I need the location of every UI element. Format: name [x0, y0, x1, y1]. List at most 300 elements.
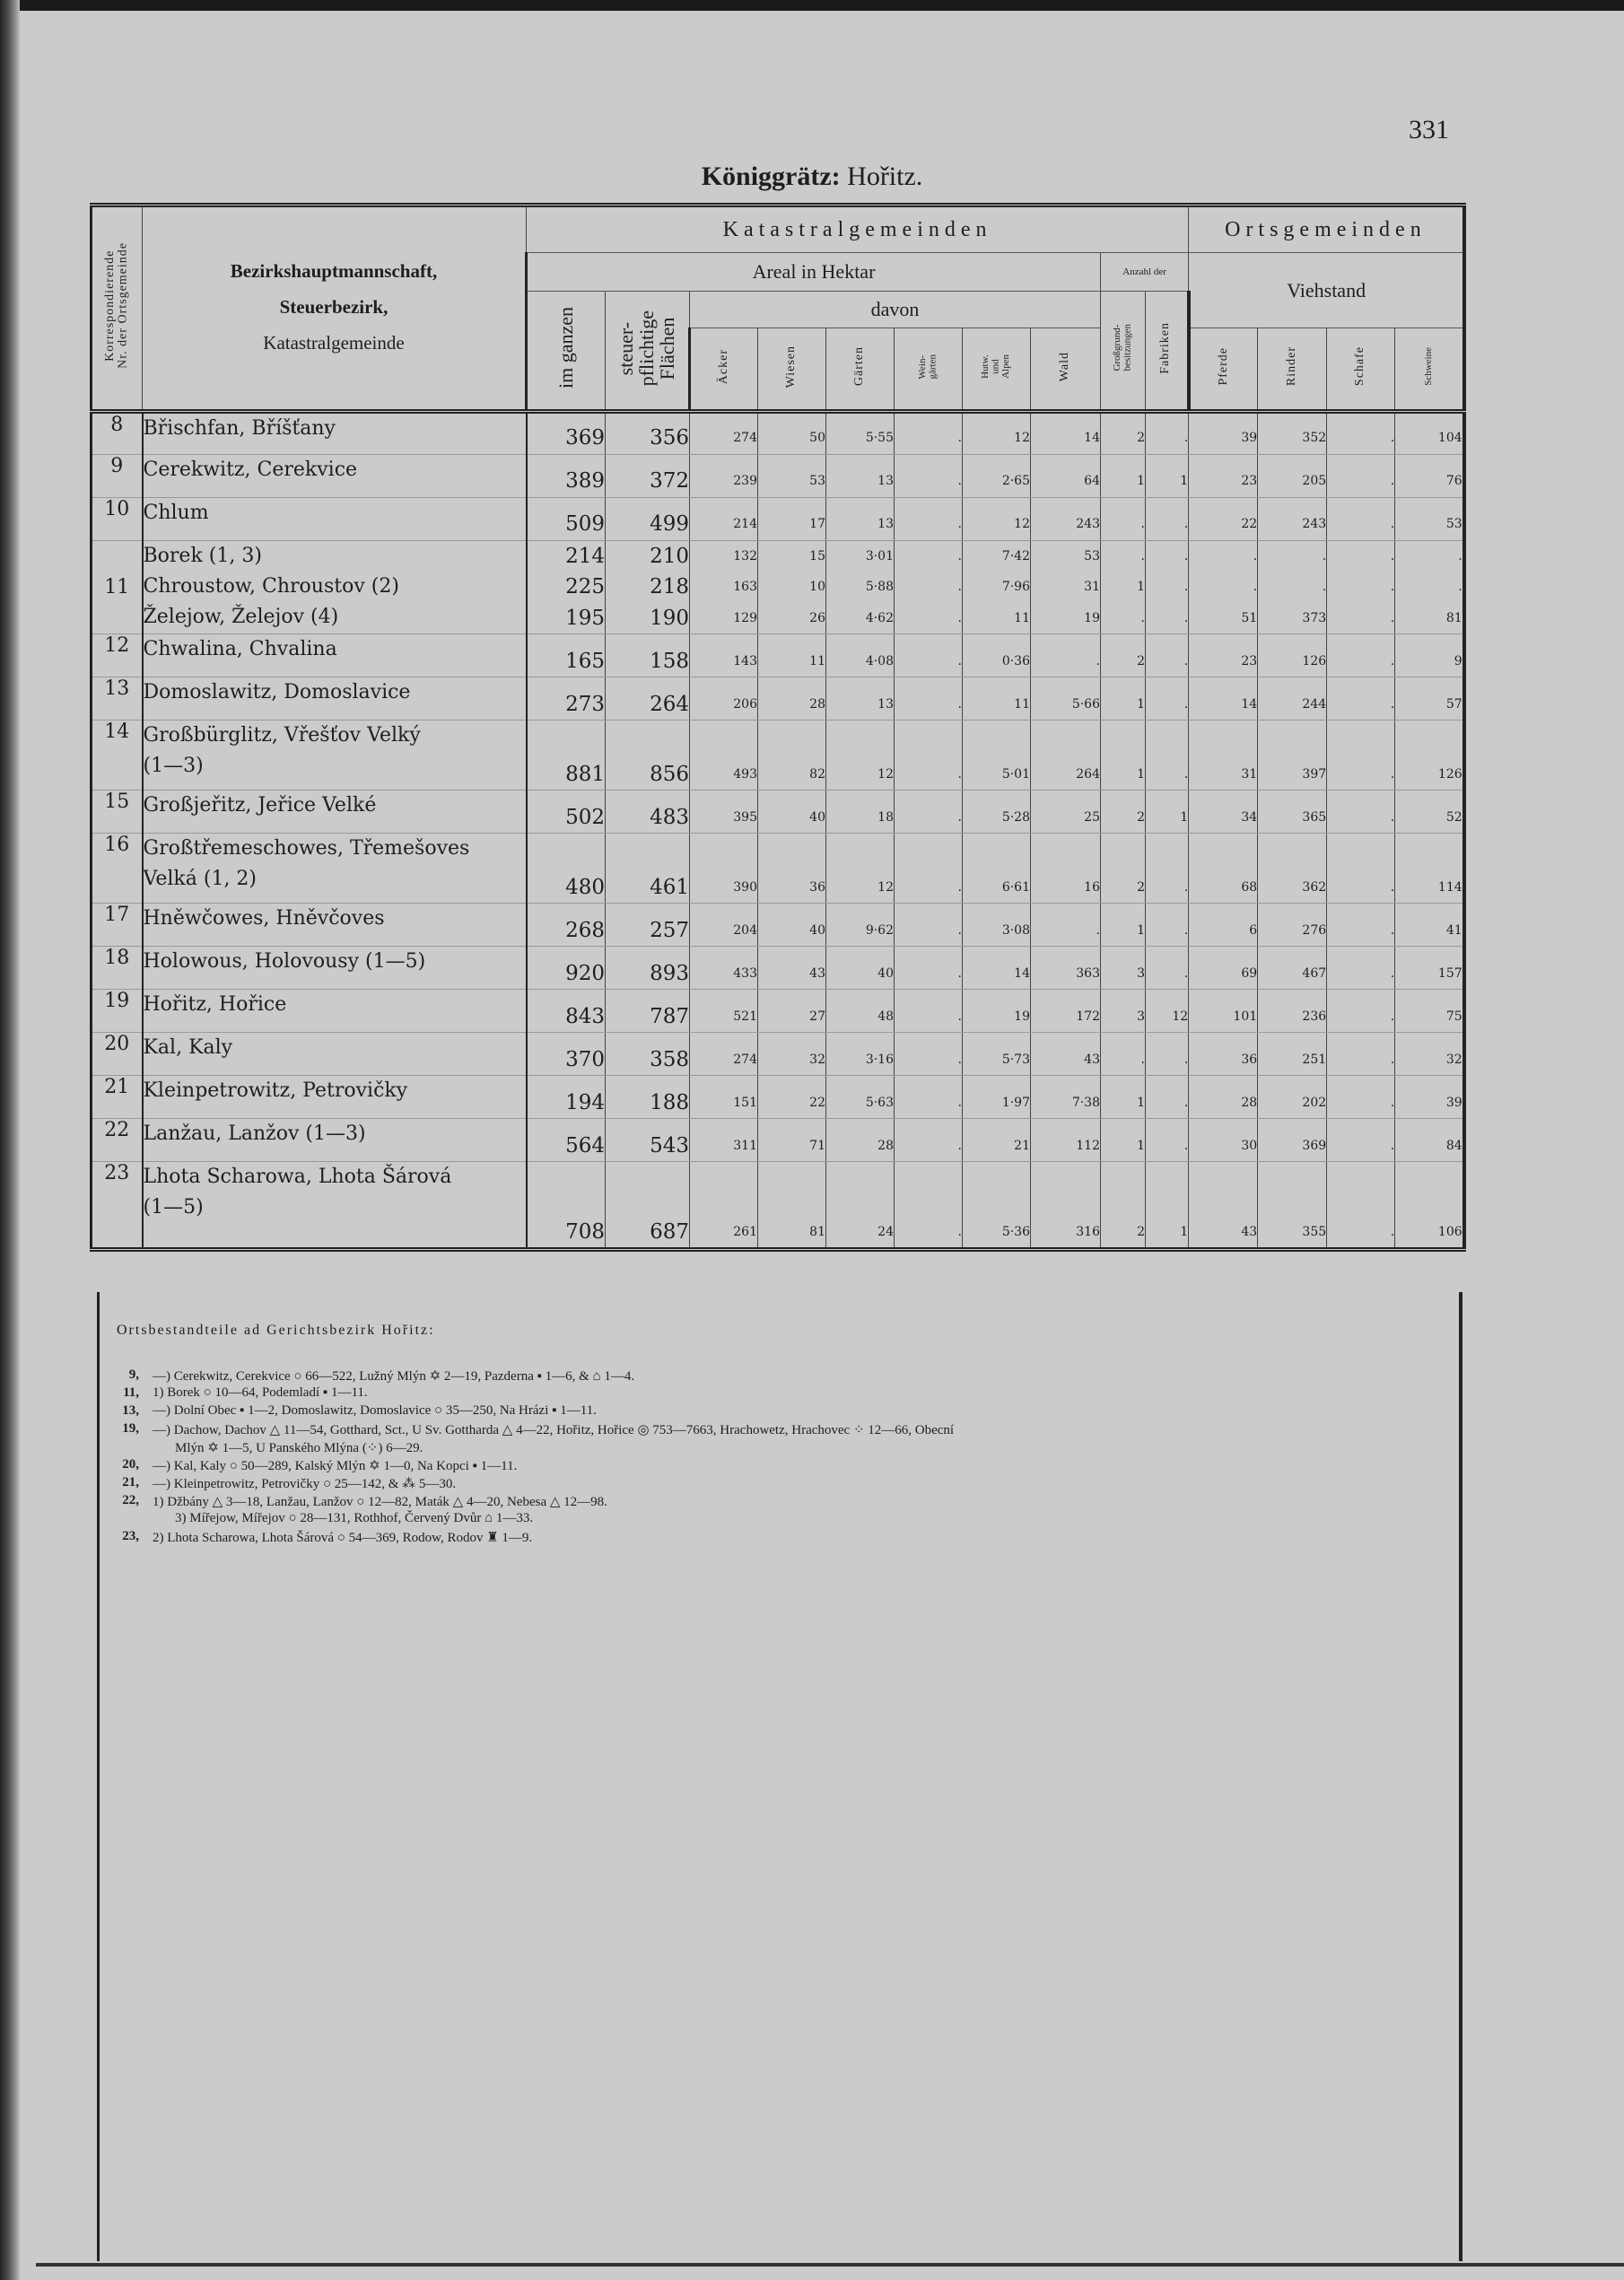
row-name: Lhota Scharowa, Lhota Šárová (1—5) — [143, 1162, 527, 1250]
cell-im-ganzen: 564 — [527, 1119, 606, 1162]
cell-fabriken: . — [1146, 1033, 1189, 1076]
cell-hutweiden: 2·65 — [963, 454, 1031, 497]
header-name — [143, 205, 527, 409]
scan-edge-left — [0, 0, 20, 2280]
cell-hutweiden: 19 — [963, 990, 1031, 1033]
cell-gaerten: 12 — [826, 834, 895, 904]
header-gaerten-label: Gärten — [852, 346, 867, 387]
footnote-key: 22, — [122, 1493, 139, 1507]
cell-grossgrund: 3 — [1101, 990, 1146, 1033]
cell-weingaerten: . — [895, 411, 963, 454]
cell-steuerpflichtig: 856 — [606, 721, 690, 791]
cell-schweine: . . 81 — [1395, 540, 1464, 634]
cell-rinder: 362 — [1258, 834, 1327, 904]
row-name: Cerekwitz, Cerekvice — [143, 454, 527, 497]
cell-schafe: . — [1327, 990, 1395, 1033]
table-row — [92, 990, 1464, 1033]
row-number: 14 — [92, 721, 143, 791]
cell-rinder: 369 — [1258, 1119, 1327, 1162]
header-pferde-label: Pferde — [1216, 346, 1230, 386]
cell-pferde: 68 — [1189, 834, 1258, 904]
frame-line-right — [1459, 1292, 1462, 2261]
cell-pferde: 30 — [1189, 1119, 1258, 1162]
cell-schafe: . . . — [1327, 540, 1395, 634]
cell-steuerpflichtig: 188 — [606, 1076, 690, 1119]
page-title — [0, 162, 1624, 192]
cell-grossgrund: 2 — [1101, 791, 1146, 834]
cell-pferde: 101 — [1189, 990, 1258, 1033]
header-schweine-label: Schweine — [1422, 346, 1434, 386]
footnote-text: —) Kal, Kaly ○ 50—289, Kalský Mlýn ✡ 1—0, Na Kopci ▪ 1—11. — [153, 1459, 518, 1473]
cell-grossgrund: 3 — [1101, 947, 1146, 990]
row-number: 9 — [92, 454, 143, 497]
cell-rinder: 352 — [1258, 411, 1327, 454]
cell-steuerpflichtig: 893 — [606, 947, 690, 990]
cell-aecker: 132 163 129 — [690, 540, 758, 634]
cell-schafe: . — [1327, 1119, 1395, 1162]
header-wald — [1031, 328, 1101, 409]
cell-rinder: 244 — [1258, 677, 1327, 721]
cell-fabriken: 1 — [1146, 454, 1189, 497]
cell-wald: 363 — [1031, 947, 1101, 990]
cell-schweine: 157 — [1395, 947, 1464, 990]
header-areal: Areal in Hektar — [527, 253, 1101, 292]
row-name: Kleinpetrowitz, Petrovičky — [143, 1076, 527, 1119]
cell-pferde: 34 — [1189, 791, 1258, 834]
cell-aecker: 214 — [690, 497, 758, 540]
cell-schweine: 106 — [1395, 1162, 1464, 1250]
row-name: Hořitz, Hořice — [143, 990, 527, 1033]
cell-wald: 64 — [1031, 454, 1101, 497]
cell-aecker: 311 — [690, 1119, 758, 1162]
table-row — [92, 454, 1464, 497]
header-wiesen — [758, 328, 826, 409]
cell-weingaerten: . — [895, 634, 963, 677]
cell-aecker: 206 — [690, 677, 758, 721]
cell-grossgrund: 2 — [1101, 834, 1146, 904]
cell-rinder: 276 — [1258, 904, 1327, 947]
cell-gaerten: 18 — [826, 791, 895, 834]
cell-steuerpflichtig: 787 — [606, 990, 690, 1033]
cell-steuerpflichtig: 543 — [606, 1119, 690, 1162]
cell-wiesen: 40 — [758, 904, 826, 947]
cell-weingaerten: . — [895, 497, 963, 540]
header-viehstand: Viehstand — [1189, 253, 1464, 328]
cell-schweine: 52 — [1395, 791, 1464, 834]
cell-steuerpflichtig: 483 — [606, 791, 690, 834]
cell-schafe: . — [1327, 904, 1395, 947]
cell-schweine: 32 — [1395, 1033, 1464, 1076]
row-name: Břischfan, Bříšťany — [143, 411, 527, 454]
cell-gaerten: 5·55 — [826, 411, 895, 454]
header-aecker-label: Äcker — [716, 348, 730, 384]
cell-schafe: . — [1327, 1033, 1395, 1076]
cell-schweine: 104 — [1395, 411, 1464, 454]
cell-pferde: 43 — [1189, 1162, 1258, 1250]
row-name: Hněwčowes, Hněvčoves — [143, 904, 527, 947]
header-gaerten — [826, 328, 895, 409]
cell-steuerpflichtig: 461 — [606, 834, 690, 904]
cell-wald: 264 — [1031, 721, 1101, 791]
cell-rinder: 236 — [1258, 990, 1327, 1033]
cell-hutweiden: 3·08 — [963, 904, 1031, 947]
cell-fabriken: . — [1146, 497, 1189, 540]
page-number: 331 — [1409, 115, 1449, 144]
cell-weingaerten: . — [895, 947, 963, 990]
footnote-text: —) Kleinpetrowitz, Petrovičky ○ 25—142, & ⁂ 5—30. — [153, 1477, 457, 1491]
cell-weingaerten: . — [895, 1119, 963, 1162]
footnote-text: 1) Džbány △ 3—18, Lanžau, Lanžov ○ 12—82, Maták △ 4—20, Nebesa △ 12—98. — [153, 1495, 607, 1509]
header-nr-label: Korrespondierende Nr. der Ortsgemeinde — [102, 242, 130, 370]
cell-steuerpflichtig: 210 218 190 — [606, 540, 690, 634]
cell-pferde: 14 — [1189, 677, 1258, 721]
cell-weingaerten: . — [895, 454, 963, 497]
cell-hutweiden: 0·36 — [963, 634, 1031, 677]
cell-gaerten: 13 — [826, 677, 895, 721]
cell-wiesen: 40 — [758, 791, 826, 834]
cell-fabriken: 12 — [1146, 990, 1189, 1033]
cell-pferde: 22 — [1189, 497, 1258, 540]
row-number: 11 — [92, 540, 143, 634]
cell-hutweiden: 12 — [963, 411, 1031, 454]
cell-rinder: 397 — [1258, 721, 1327, 791]
cell-pferde: 28 — [1189, 1076, 1258, 1119]
cell-gaerten: 24 — [826, 1162, 895, 1250]
row-name: Chwalina, Chvalina — [143, 634, 527, 677]
cell-wald: 316 — [1031, 1162, 1101, 1250]
cell-hutweiden: 21 — [963, 1119, 1031, 1162]
cell-im-ganzen: 268 — [527, 904, 606, 947]
header-steuer — [606, 292, 690, 409]
cell-aecker: 239 — [690, 454, 758, 497]
cell-hutweiden: 5·28 — [963, 791, 1031, 834]
cell-schafe: . — [1327, 791, 1395, 834]
cell-schweine: 41 — [1395, 904, 1464, 947]
row-number: 10 — [92, 497, 143, 540]
cell-aecker: 204 — [690, 904, 758, 947]
cell-grossgrund: 1 — [1101, 904, 1146, 947]
cell-weingaerten: . — [895, 721, 963, 791]
table-row — [92, 411, 1464, 454]
cell-grossgrund: 2 — [1101, 411, 1146, 454]
table-row — [92, 634, 1464, 677]
cell-wiesen: 28 — [758, 677, 826, 721]
cell-schafe: . — [1327, 721, 1395, 791]
table-row — [92, 791, 1464, 834]
cell-weingaerten: . — [895, 1162, 963, 1250]
cell-schafe: . — [1327, 1076, 1395, 1119]
cell-rinder: 251 — [1258, 1033, 1327, 1076]
footnote-key: 13, — [122, 1403, 139, 1418]
header-hutw — [963, 328, 1031, 409]
cell-im-ganzen: 273 — [527, 677, 606, 721]
cell-aecker: 151 — [690, 1076, 758, 1119]
cell-weingaerten: . — [895, 791, 963, 834]
cell-gaerten: 12 — [826, 721, 895, 791]
cell-steuerpflichtig: 499 — [606, 497, 690, 540]
cell-fabriken: . — [1146, 1076, 1189, 1119]
row-number: 15 — [92, 791, 143, 834]
cell-steuerpflichtig: 356 — [606, 411, 690, 454]
cell-schweine: 39 — [1395, 1076, 1464, 1119]
cell-aecker: 143 — [690, 634, 758, 677]
header-steuer-label: steuer- pflichtige Flächen — [615, 310, 679, 386]
cell-wald: 243 — [1031, 497, 1101, 540]
title-district: Königgrätz: — [701, 162, 841, 191]
cell-rinder: 205 — [1258, 454, 1327, 497]
cell-wald: 53 31 19 — [1031, 540, 1101, 634]
cell-im-ganzen: 920 — [527, 947, 606, 990]
cell-gaerten: 3·16 — [826, 1033, 895, 1076]
cell-im-ganzen: 370 — [527, 1033, 606, 1076]
table-row — [92, 540, 1464, 634]
cell-wiesen: 81 — [758, 1162, 826, 1250]
cell-fabriken: 1 — [1146, 791, 1189, 834]
cell-hutweiden: 5·01 — [963, 721, 1031, 791]
cell-gaerten: 13 — [826, 454, 895, 497]
cell-wald: 14 — [1031, 411, 1101, 454]
cell-wiesen: 15 10 26 — [758, 540, 826, 634]
cell-weingaerten: . . . — [895, 540, 963, 634]
header-hutw-label: Hutw. und Alpen — [980, 354, 1012, 379]
footnote-text: —) Cerekwitz, Cerekvice ○ 66—522, Lužný Mlýn ✡ 2—19, Pazderna ▪ 1—6, & ⌂ 1—4. — [153, 1369, 635, 1384]
table-body — [92, 411, 1464, 1250]
cell-grossgrund: 2 — [1101, 1162, 1146, 1250]
cell-schweine: 84 — [1395, 1119, 1464, 1162]
row-name: Großbürglitz, Vřešťov Velký (1—3) — [143, 721, 527, 791]
cell-schweine: 9 — [1395, 634, 1464, 677]
footnote-text: 2) Lhota Scharowa, Lhota Šárová ○ 54—369, Rodow, Rodov ♜ 1—9. — [153, 1531, 533, 1545]
cell-gaerten: 28 — [826, 1119, 895, 1162]
footnote-text: —) Dachow, Dachov △ 11—54, Gotthard, Sct., U Sv. Gottharda △ 4—22, Hořitz, Hořice ◎ 753—7663, Hrachowetz, Hrachovec ⁘ 12—66, Obecní — [153, 1423, 955, 1437]
cell-grossgrund: 2 — [1101, 634, 1146, 677]
cell-im-ganzen: 165 — [527, 634, 606, 677]
header-grossgrund-label: Großgrund- besitzungen — [1111, 324, 1133, 372]
cell-grossgrund: 1 — [1101, 721, 1146, 791]
cell-fabriken: . — [1146, 634, 1189, 677]
table-row — [92, 497, 1464, 540]
row-number: 18 — [92, 947, 143, 990]
cell-schweine: 75 — [1395, 990, 1464, 1033]
header-katastralgemeinden: Katastralgemeinden — [527, 205, 1189, 253]
cell-rinder: 126 — [1258, 634, 1327, 677]
cell-hutweiden: 6·61 — [963, 834, 1031, 904]
cell-wald: 16 — [1031, 834, 1101, 904]
cell-hutweiden: 12 — [963, 497, 1031, 540]
cell-im-ganzen: 389 — [527, 454, 606, 497]
header-aecker — [690, 328, 758, 409]
cell-schafe: . — [1327, 947, 1395, 990]
footnote-key: 9, — [128, 1367, 139, 1382]
table-row — [92, 677, 1464, 721]
cell-pferde: . . 51 — [1189, 540, 1258, 634]
footnote-key: 23, — [122, 1529, 139, 1543]
cell-pferde: 23 — [1189, 634, 1258, 677]
cell-steuerpflichtig: 264 — [606, 677, 690, 721]
header-nr — [92, 205, 143, 409]
cell-pferde: 69 — [1189, 947, 1258, 990]
header-wein-label: Wein- gärten — [916, 354, 939, 379]
cell-steuerpflichtig: 257 — [606, 904, 690, 947]
cell-aecker: 433 — [690, 947, 758, 990]
cell-im-ganzen: 194 — [527, 1076, 606, 1119]
header-rinder — [1258, 328, 1327, 409]
cell-schafe: . — [1327, 834, 1395, 904]
cell-hutweiden: 5·36 — [963, 1162, 1031, 1250]
footnote-key: 11, — [123, 1385, 139, 1400]
cell-gaerten: 5·63 — [826, 1076, 895, 1119]
cell-fabriken: 1 — [1146, 1162, 1189, 1250]
header-fabriken — [1146, 292, 1189, 409]
cell-grossgrund: . 1 . — [1101, 540, 1146, 634]
cell-fabriken: . — [1146, 411, 1189, 454]
cell-wald: 43 — [1031, 1033, 1101, 1076]
row-name: Holowous, Holovousy (1—5) — [143, 947, 527, 990]
cell-wiesen: 82 — [758, 721, 826, 791]
row-number: 16 — [92, 834, 143, 904]
cell-wiesen: 50 — [758, 411, 826, 454]
table-row — [92, 834, 1464, 904]
cell-im-ganzen: 843 — [527, 990, 606, 1033]
cell-pferde: 31 — [1189, 721, 1258, 791]
header-ortsgemeinden: Ortsgemeinden — [1189, 205, 1464, 253]
cell-hutweiden: 7·42 7·96 11 — [963, 540, 1031, 634]
row-number: 17 — [92, 904, 143, 947]
cell-wiesen: 22 — [758, 1076, 826, 1119]
cell-schafe: . — [1327, 677, 1395, 721]
cell-im-ganzen: 369 — [527, 411, 606, 454]
cell-weingaerten: . — [895, 904, 963, 947]
cell-wald: 7·38 — [1031, 1076, 1101, 1119]
cell-pferde: 23 — [1189, 454, 1258, 497]
cell-gaerten: 4·08 — [826, 634, 895, 677]
table-row — [92, 1162, 1464, 1250]
header-davon: davon — [690, 292, 1101, 328]
cell-fabriken: . — [1146, 677, 1189, 721]
statistics-table — [90, 203, 1466, 1252]
row-name: Kal, Kaly — [143, 1033, 527, 1076]
cell-pferde: 6 — [1189, 904, 1258, 947]
cell-aecker: 521 — [690, 990, 758, 1033]
cell-fabriken: . . . — [1146, 540, 1189, 634]
header-rinder-label: Rinder — [1284, 346, 1298, 387]
header-fabriken-label: Fabriken — [1158, 321, 1173, 374]
cell-grossgrund: 1 — [1101, 677, 1146, 721]
cell-im-ganzen: 214 225 195 — [527, 540, 606, 634]
cell-gaerten: 9·62 — [826, 904, 895, 947]
cell-rinder: 202 — [1258, 1076, 1327, 1119]
cell-wald: 5·66 — [1031, 677, 1101, 721]
cell-steuerpflichtig: 372 — [606, 454, 690, 497]
table-row — [92, 1119, 1464, 1162]
footnote-text: —) Dolní Obec ▪ 1—2, Domoslawitz, Domoslavice ○ 35—250, Na Hrázi ▪ 1—11. — [153, 1403, 597, 1418]
table-row — [92, 904, 1464, 947]
cell-rinder: . . 373 — [1258, 540, 1327, 634]
cell-weingaerten: . — [895, 677, 963, 721]
cell-grossgrund: 1 — [1101, 454, 1146, 497]
cell-weingaerten: . — [895, 834, 963, 904]
header-name-line2: Steuerbezirk, — [279, 296, 389, 319]
row-name: Lanžau, Lanžov (1—3) — [143, 1119, 527, 1162]
cell-steuerpflichtig: 358 — [606, 1033, 690, 1076]
cell-im-ganzen: 480 — [527, 834, 606, 904]
row-number: 21 — [92, 1076, 143, 1119]
cell-im-ganzen: 881 — [527, 721, 606, 791]
cell-rinder: 243 — [1258, 497, 1327, 540]
footnote-text: 1) Borek ○ 10—64, Podemladí ▪ 1—11. — [153, 1385, 368, 1400]
cell-wiesen: 53 — [758, 454, 826, 497]
cell-gaerten: 48 — [826, 990, 895, 1033]
cell-hutweiden: 1·97 — [963, 1076, 1031, 1119]
row-number: 22 — [92, 1119, 143, 1162]
cell-grossgrund: . — [1101, 1033, 1146, 1076]
header-name-line1: Bezirkshauptmannschaft, — [230, 260, 438, 283]
row-number: 12 — [92, 634, 143, 677]
cell-grossgrund: . — [1101, 497, 1146, 540]
cell-fabriken: . — [1146, 1119, 1189, 1162]
header-wiesen-label: Wiesen — [784, 345, 799, 388]
cell-schafe: . — [1327, 634, 1395, 677]
cell-pferde: 39 — [1189, 411, 1258, 454]
cell-aecker: 390 — [690, 834, 758, 904]
header-pferde — [1189, 328, 1258, 409]
cell-aecker: 274 — [690, 411, 758, 454]
cell-im-ganzen: 502 — [527, 791, 606, 834]
cell-weingaerten: . — [895, 1076, 963, 1119]
row-number: 20 — [92, 1033, 143, 1076]
cell-wiesen: 32 — [758, 1033, 826, 1076]
row-name: Domoslawitz, Domoslavice — [143, 677, 527, 721]
cell-hutweiden: 14 — [963, 947, 1031, 990]
row-name: Chlum — [143, 497, 527, 540]
cell-schweine: 126 — [1395, 721, 1464, 791]
frame-line-left — [97, 1292, 100, 2261]
cell-rinder: 355 — [1258, 1162, 1327, 1250]
header-schafe-label: Schafe — [1353, 346, 1367, 387]
cell-schweine: 57 — [1395, 677, 1464, 721]
cell-wiesen: 17 — [758, 497, 826, 540]
cell-fabriken: . — [1146, 947, 1189, 990]
cell-aecker: 274 — [690, 1033, 758, 1076]
cell-steuerpflichtig: 158 — [606, 634, 690, 677]
cell-gaerten: 3·01 5·88 4·62 — [826, 540, 895, 634]
row-name: Großtřemeschowes, Třemešoves Velká (1, 2) — [143, 834, 527, 904]
cell-hutweiden: 11 — [963, 677, 1031, 721]
footnote-key: 20, — [122, 1457, 139, 1472]
cell-aecker: 395 — [690, 791, 758, 834]
cell-schafe: . — [1327, 411, 1395, 454]
cell-wiesen: 27 — [758, 990, 826, 1033]
header-grossgrund — [1101, 292, 1146, 409]
header-name-line3: Katastralgemeinde — [263, 332, 405, 354]
header-anzahl: Anzahl der — [1101, 253, 1189, 292]
cell-gaerten: 40 — [826, 947, 895, 990]
cell-wiesen: 43 — [758, 947, 826, 990]
cell-weingaerten: . — [895, 990, 963, 1033]
scan-edge-bottom — [36, 2263, 1624, 2267]
header-schafe — [1327, 328, 1395, 409]
footnotes-heading: Ortsbestandteile ad Gerichtsbezirk Hořitz: — [117, 1323, 435, 1338]
cell-schafe: . — [1327, 497, 1395, 540]
cell-wald: 172 — [1031, 990, 1101, 1033]
header-wald-label: Wald — [1058, 351, 1072, 381]
cell-schafe: . — [1327, 1162, 1395, 1250]
cell-im-ganzen: 509 — [527, 497, 606, 540]
footnote-text: 3) Mířejow, Mířejov ○ 28—131, Rothhof, Červený Dvůr ⌂ 1—33. — [175, 1511, 534, 1525]
cell-gaerten: 13 — [826, 497, 895, 540]
footnote-text: Mlýn ✡ 1—5, U Panského Mlýna (⁘) 6—29. — [175, 1441, 423, 1455]
cell-rinder: 467 — [1258, 947, 1327, 990]
